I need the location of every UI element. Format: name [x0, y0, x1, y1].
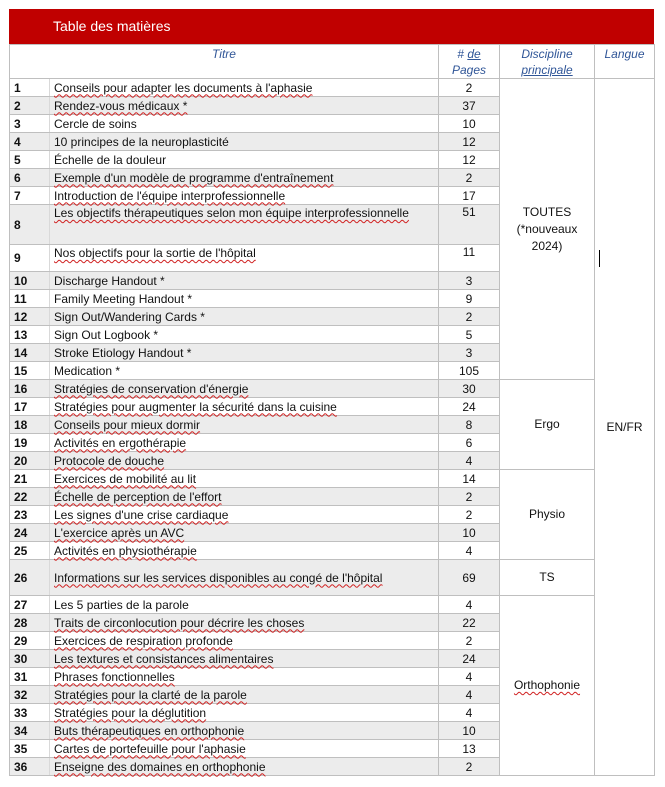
row-pages: 51 [439, 205, 500, 245]
row-title [50, 115, 439, 133]
row-title [50, 272, 439, 290]
row-pages: 4 [439, 542, 500, 560]
row-number: 12 [10, 308, 50, 326]
row-number: 21 [10, 470, 50, 488]
row-title-text: Rendez-vous médicaux * [54, 98, 188, 113]
row-title-text: Activités en ergothérapie [54, 435, 187, 450]
row-title [50, 362, 439, 380]
discipline-physio [500, 470, 595, 560]
row-title [50, 169, 439, 187]
row-title-text: Cercle de soins [54, 116, 137, 131]
row-title-text: Les 5 parties de la parole [54, 597, 189, 612]
header-pages-link[interactable]: de [467, 47, 481, 61]
row-title-text: Stratégies pour augmenter la sécurité dans la cuisine [54, 399, 337, 414]
toc-body [10, 79, 655, 776]
row-title-text: Traits de circonlocution pour décrire les choses [54, 615, 305, 630]
table-row [10, 79, 655, 97]
row-number: 34 [10, 722, 50, 740]
row-title-text: Stroke Etiology Handout * [54, 345, 192, 360]
row-number: 28 [10, 614, 50, 632]
discipline-toutes-line: (*nouveaux [516, 221, 578, 236]
row-title [50, 434, 439, 452]
row-number: 13 [10, 326, 50, 344]
row-pages: 10 [439, 722, 500, 740]
row-title-text: Les signes d'une crise cardiaque [54, 507, 229, 522]
row-title-text: Stratégies pour la clarté de la parole [54, 687, 247, 702]
header-pages-suffix: Pages [451, 63, 487, 77]
row-number: 17 [10, 398, 50, 416]
discipline-toutes-line: TOUTES [522, 204, 572, 219]
row-title [50, 560, 439, 596]
row-title [50, 187, 439, 205]
row-number: 1 [10, 79, 50, 97]
row-pages: 8 [439, 416, 500, 434]
row-title-text: L'exercice après un AVC [54, 525, 185, 540]
row-title-text: Buts thérapeutiques en orthophonie [54, 723, 245, 738]
row-pages: 22 [439, 614, 500, 632]
row-pages: 2 [439, 169, 500, 187]
row-pages: 3 [439, 272, 500, 290]
row-title-text: Introduction de l'équipe interprofessionnelle [54, 188, 286, 203]
row-number: 7 [10, 187, 50, 205]
row-pages: 24 [439, 650, 500, 668]
row-pages: 12 [439, 151, 500, 169]
row-title-text: Stratégies de conservation d'énergie [54, 381, 249, 396]
header-pages-prefix: # [457, 47, 464, 61]
discipline-orthophonie-label: Orthophonie [513, 678, 581, 692]
row-number: 20 [10, 452, 50, 470]
row-title-text: Activités en physiothérapie [54, 543, 197, 558]
row-title-text: Échelle de la douleur [54, 152, 167, 167]
row-pages: 2 [439, 308, 500, 326]
row-pages: 10 [439, 115, 500, 133]
row-pages: 14 [439, 470, 500, 488]
row-number: 14 [10, 344, 50, 362]
row-title-text: Informations sur les services disponibles au congé de l'hôpital [54, 570, 383, 585]
row-pages: 37 [439, 97, 500, 115]
row-title-text: Les objectifs thérapeutiques selon mon équipe interprofessionnelle [54, 206, 409, 220]
header-pages [439, 45, 500, 79]
table-row [10, 560, 655, 596]
row-title [50, 245, 439, 272]
row-title-text: Discharge Handout * [54, 273, 165, 288]
row-pages: 4 [439, 686, 500, 704]
row-title [50, 133, 439, 151]
row-title [50, 97, 439, 115]
row-title [50, 506, 439, 524]
discipline-ts [500, 560, 595, 596]
table-row [10, 596, 655, 614]
table-of-contents [9, 9, 654, 776]
row-title-text: Enseigne des domaines en orthophonie [54, 759, 266, 774]
langue-value: EN/FR [595, 79, 655, 776]
row-pages: 12 [439, 133, 500, 151]
row-title [50, 668, 439, 686]
row-pages: 3 [439, 344, 500, 362]
row-pages: 13 [439, 740, 500, 758]
discipline-ts-label: TS [539, 570, 555, 584]
row-title [50, 488, 439, 506]
row-number: 25 [10, 542, 50, 560]
row-title-text: Exercices de mobilité au lit [54, 471, 197, 486]
row-title [50, 722, 439, 740]
row-title-text: Conseils pour mieux dormir [54, 417, 201, 432]
toc-title: Table des matières [9, 9, 654, 44]
row-title [50, 290, 439, 308]
row-pages: 17 [439, 187, 500, 205]
row-pages: 9 [439, 290, 500, 308]
row-title [50, 416, 439, 434]
row-title-text: Stratégies pour la déglutition [54, 705, 207, 720]
row-title-text: Exercices de respiration profonde [54, 633, 233, 648]
discipline-ergo [500, 380, 595, 470]
header-langue: Langue [595, 45, 655, 79]
row-number: 2 [10, 97, 50, 115]
discipline-toutes-line: 2024) [531, 238, 563, 253]
row-number: 29 [10, 632, 50, 650]
row-number: 24 [10, 524, 50, 542]
row-title [50, 758, 439, 776]
table-row [10, 470, 655, 488]
row-title-text: Cartes de portefeuille pour l'aphasie [54, 741, 246, 756]
row-pages: 5 [439, 326, 500, 344]
row-title [50, 704, 439, 722]
row-title [50, 470, 439, 488]
row-number: 23 [10, 506, 50, 524]
row-number: 8 [10, 205, 50, 245]
row-title [50, 740, 439, 758]
row-title-text: Sign Out Logbook * [54, 327, 159, 342]
row-pages: 2 [439, 758, 500, 776]
row-number: 6 [10, 169, 50, 187]
discipline-physio-label: Physio [528, 507, 566, 521]
row-title [50, 308, 439, 326]
discipline-ergo-label: Ergo [534, 417, 560, 431]
header-discipline-line1: Discipline [521, 47, 573, 61]
row-title [50, 596, 439, 614]
row-number: 35 [10, 740, 50, 758]
row-number: 33 [10, 704, 50, 722]
discipline-toutes [500, 79, 595, 380]
row-title-text: Les textures et consistances alimentaires [54, 651, 274, 666]
row-number: 31 [10, 668, 50, 686]
row-title [50, 542, 439, 560]
row-title-text: Protocole de douche [54, 453, 165, 468]
table-row [10, 380, 655, 398]
row-pages: 2 [439, 632, 500, 650]
toc-table [9, 44, 655, 776]
row-pages: 4 [439, 668, 500, 686]
header-discipline-line2: principale [521, 63, 573, 77]
row-pages: 24 [439, 398, 500, 416]
row-pages: 11 [439, 245, 500, 272]
row-pages: 2 [439, 506, 500, 524]
row-title [50, 650, 439, 668]
row-title [50, 205, 439, 245]
row-title-text: Phrases fonctionnelles [54, 669, 175, 684]
row-number: 15 [10, 362, 50, 380]
row-title [50, 452, 439, 470]
row-number: 18 [10, 416, 50, 434]
discipline-orthophonie [500, 596, 595, 776]
row-pages: 30 [439, 380, 500, 398]
row-number: 19 [10, 434, 50, 452]
row-title [50, 632, 439, 650]
text-cursor [599, 250, 600, 267]
row-number: 3 [10, 115, 50, 133]
row-number: 32 [10, 686, 50, 704]
row-title [50, 326, 439, 344]
row-title-text: Échelle de perception de l'effort [54, 489, 222, 504]
header-titre: Titre [10, 45, 439, 79]
row-number: 10 [10, 272, 50, 290]
row-title [50, 79, 439, 97]
row-pages: 105 [439, 362, 500, 380]
row-number: 22 [10, 488, 50, 506]
row-number: 36 [10, 758, 50, 776]
row-pages: 10 [439, 524, 500, 542]
row-title [50, 344, 439, 362]
row-number: 26 [10, 560, 50, 596]
row-title [50, 151, 439, 169]
row-title-text: Family Meeting Handout * [54, 291, 193, 306]
row-number: 27 [10, 596, 50, 614]
row-title-text: Sign Out/Wandering Cards * [54, 309, 205, 324]
row-pages: 4 [439, 704, 500, 722]
row-number: 11 [10, 290, 50, 308]
row-number: 30 [10, 650, 50, 668]
row-pages: 4 [439, 596, 500, 614]
row-number: 16 [10, 380, 50, 398]
row-title-text: Medication * [54, 363, 121, 378]
row-number: 5 [10, 151, 50, 169]
row-number: 4 [10, 133, 50, 151]
row-pages: 2 [439, 488, 500, 506]
row-title-text: Conseils pour adapter les documents à l'aphasie [54, 80, 313, 95]
row-pages: 6 [439, 434, 500, 452]
row-pages: 2 [439, 79, 500, 97]
row-number: 9 [10, 245, 50, 272]
row-title [50, 398, 439, 416]
header-discipline [500, 45, 595, 79]
row-title [50, 380, 439, 398]
row-title [50, 614, 439, 632]
row-title-text: Exemple d'un modèle de programme d'entraînement [54, 170, 334, 185]
row-pages: 69 [439, 560, 500, 596]
row-title [50, 524, 439, 542]
row-title-text: Nos objectifs pour la sortie de l'hôpital [54, 246, 256, 260]
row-title [50, 686, 439, 704]
row-title-text: 10 principes de la neuroplasticité [54, 134, 229, 149]
row-pages: 4 [439, 452, 500, 470]
